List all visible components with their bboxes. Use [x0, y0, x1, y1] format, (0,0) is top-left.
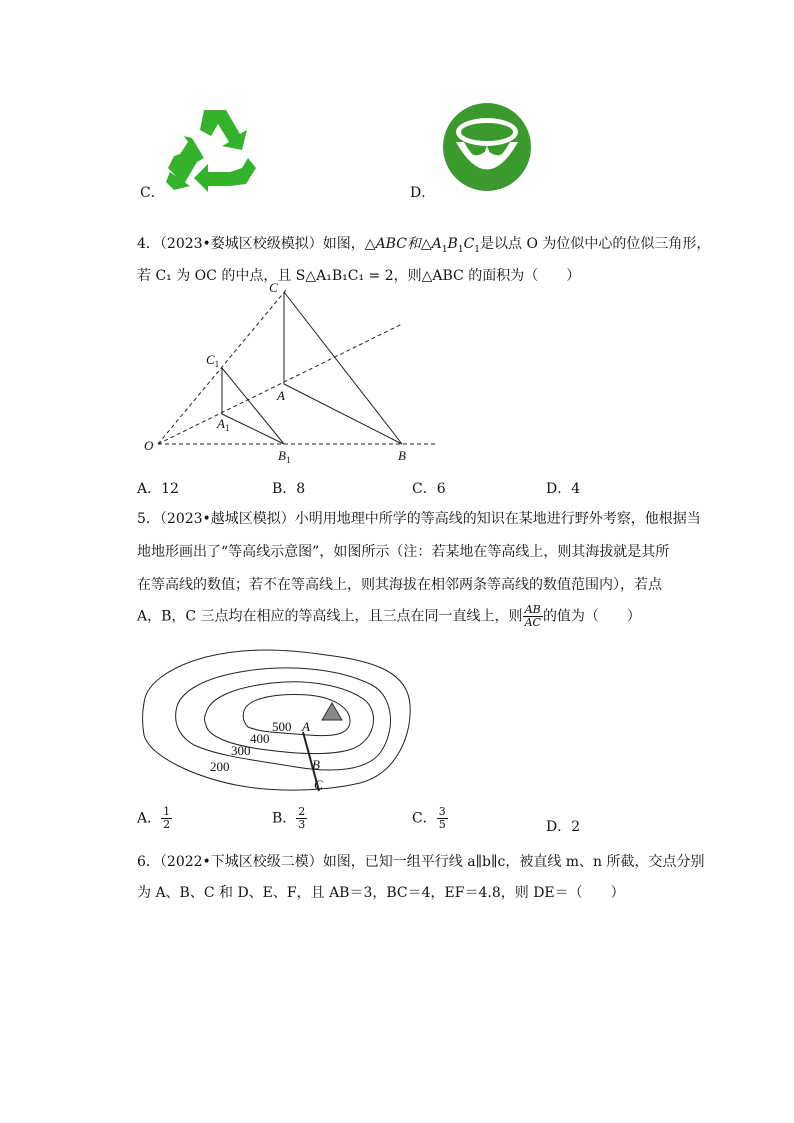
contour-label-300: 300	[231, 743, 251, 758]
contour-label-200: 200	[210, 759, 230, 774]
q5-stem-line3: 在等高线的数值；若不在等高线上，则其海拔在相邻两条等高线的数值范围内），若点	[137, 577, 662, 593]
side-c1b1	[222, 368, 284, 444]
q3-option-d	[410, 100, 550, 200]
q5-stem-line2: 地地形画出了“等高线示意图”，如图所示（注：若某地在等高线上，则其海拔就是其所	[137, 544, 670, 560]
label-a: A	[277, 388, 285, 403]
q5-contour-map-figure	[136, 645, 416, 795]
summit-triangle-icon	[322, 703, 342, 720]
q4-option-b: B．8	[272, 481, 306, 497]
ray-oa	[158, 324, 402, 444]
q4-similar-triangles-figure	[136, 276, 456, 466]
q5-ratio-fraction: $\frac{AB}{AC}$	[524, 603, 541, 629]
point-c: C	[314, 777, 323, 792]
point-a: A	[302, 719, 310, 734]
q5-option-c: C． $\frac{3}{5}$	[412, 805, 446, 831]
q4-option-c: C．6	[412, 481, 446, 497]
side-ab	[284, 384, 402, 444]
label-b1: $B_1$	[278, 448, 291, 465]
q5-option-d: D．2	[546, 819, 581, 835]
label-c: C	[269, 280, 278, 295]
q3-option-c	[140, 100, 280, 200]
contour-label-400: 400	[250, 731, 270, 746]
q4-rest: 是以点 O 为位似中心的位似三角形，	[480, 236, 711, 252]
q4-option-a: A．12	[137, 481, 179, 497]
q4-mid: △ABC和△A	[364, 236, 442, 252]
q5-stem-line1: 5．（2023•越城区模拟）小明用地理中所学的等高线的知识在某地进行野外考察，他根据当	[137, 511, 701, 527]
q6-stem-line2: 为 A、B、C 和 D、E、F，且 AB＝3，BC＝4，EF＝4.8，则 DE＝（ ）	[137, 885, 625, 901]
side-cb	[284, 292, 402, 444]
side-a1b1	[222, 414, 284, 444]
label-b: B	[398, 448, 406, 463]
recycle-arrows-icon	[164, 106, 264, 192]
option-c-label: C．	[140, 185, 165, 201]
label-a1: $A_1$	[217, 416, 230, 433]
q4-prefix: 4．（2023•婺城区校级模拟）如图，	[137, 236, 365, 252]
contour-400	[205, 682, 374, 754]
q4-option-d: D．4	[546, 481, 581, 497]
green-food-logo-icon	[442, 102, 532, 192]
option-d-label: D．	[410, 185, 436, 201]
q6-stem-line1: 6．（2022•下城区校级二模）如图，已知一组平行线 a∥b∥c，被直线 m、n 所截，交点分别	[137, 854, 705, 870]
q5-option-a: A． $\frac{1}{2}$	[137, 805, 171, 831]
contour-label-500: 500	[272, 719, 292, 734]
q5-stem-line4	[137, 604, 641, 629]
point-b: B	[312, 757, 320, 772]
q5-line4-suffix: 的值为（ ）	[542, 608, 641, 625]
label-c1: $C_1$	[206, 352, 220, 369]
label-o: O	[144, 438, 154, 453]
q5-option-b: B． $\frac{2}{3}$	[272, 805, 306, 831]
q4-stem-line1: 4．（2023•婺城区校级模拟）如图，△ABC和$\triangle A_1B_1C_1$是以点 O 为位似中心的位似三角形，	[137, 236, 711, 255]
q4-stem-line2: 若 C₁ 为 OC 的中点，且 S△A₁B₁C₁ = 2，则△ABC 的面积为（ ）	[137, 268, 581, 284]
q5-line4-prefix: A，B，C 三点均在相应的等高线上，且三点在同一直线上，则	[137, 608, 523, 625]
